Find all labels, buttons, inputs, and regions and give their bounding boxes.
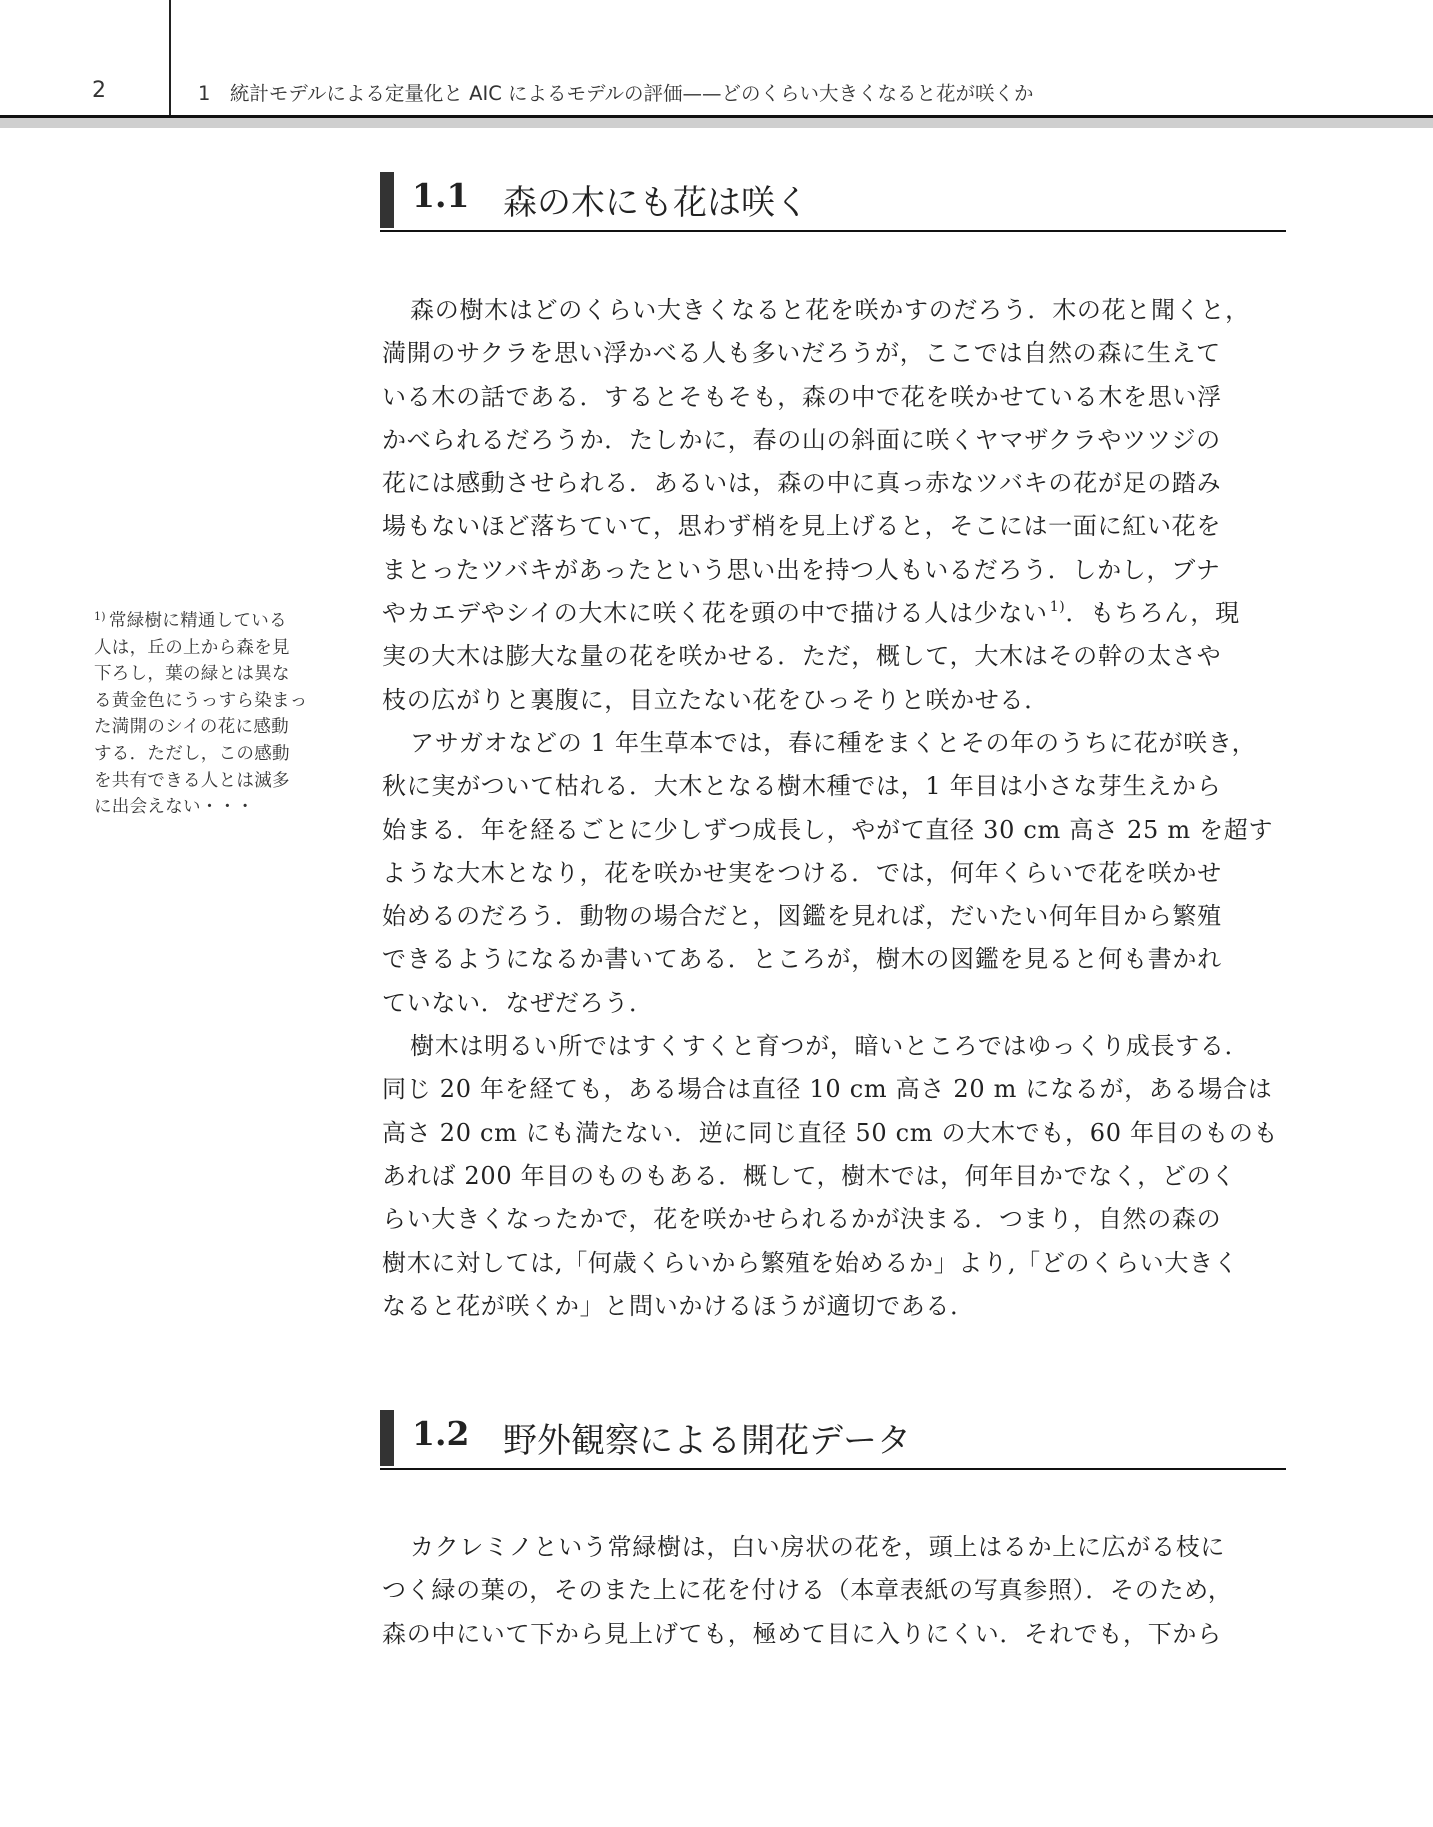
footnote-line: る黄金色にうっすら染まっ bbox=[94, 690, 308, 711]
footnote-line bbox=[94, 608, 339, 635]
section-marker-bar bbox=[380, 1410, 394, 1466]
text-line: 秋に実がついて枯れる．大木となる樹木種では，1 年目は小さな芽生えから bbox=[382, 772, 1222, 801]
text-segment: やカエデやシイの大木に咲く花を頭の中で描ける人は少ない bbox=[382, 599, 1048, 628]
text-line: 高さ 20 cm にも満たない．逆に同じ直径 50 cm の大木でも，60 年目のものも bbox=[382, 1118, 1279, 1147]
text-line: 森の中にいて下から見上げても，極めて目に入りにくい．それでも，下から bbox=[382, 1619, 1222, 1648]
footnote-reference[interactable]: 1) bbox=[1049, 599, 1066, 616]
section-number: 1.1 bbox=[412, 176, 470, 215]
text-line: らい大きくなったかで，花を咲かせられるかが決まる．つまり，自然の森の bbox=[382, 1205, 1222, 1234]
footnote-sidenote bbox=[94, 608, 339, 821]
footnote-marker: 1) bbox=[94, 610, 106, 623]
text-line: ていない．なぜだろう． bbox=[382, 988, 654, 1017]
text-line: 場もないほど落ちていて，思わず梢を見上げると，そこには一面に紅い花を bbox=[382, 512, 1222, 541]
text-line: まとったツバキがあったという思い出を持つ人もいるだろう．しかし，ブナ bbox=[382, 555, 1221, 584]
text-line: 実の大木は膨大な量の花を咲かせる．ただ，概して，大木はその幹の太さや bbox=[382, 642, 1222, 671]
text-line-with-footnote bbox=[382, 592, 1287, 635]
running-title: 1 統計モデルによる定量化と AIC によるモデルの評価——どのくらい大きくなると花が咲くか bbox=[198, 82, 1034, 105]
section-title: 森の木にも花は咲く bbox=[503, 183, 809, 223]
section-1-1-body bbox=[382, 289, 1287, 1328]
footnote-line: を共有できる人とは滅多 bbox=[94, 770, 290, 791]
text-line: なると花が咲くか」と問いかけるほうが適切である． bbox=[382, 1291, 975, 1320]
section-heading-1-2 bbox=[380, 1410, 1286, 1470]
footnote-text: 常緑樹に精通している bbox=[108, 611, 287, 631]
text-line: いる木の話である．するとそもそも，森の中で花を咲かせている木を思い浮 bbox=[382, 382, 1222, 411]
page-number: 2 bbox=[92, 78, 106, 103]
text-line: 満開のサクラを思い浮かべる人も多いだろうが，ここでは自然の森に生えて bbox=[382, 339, 1221, 368]
text-line: 森の樹木はどのくらい大きくなると花を咲かすのだろう．木の花と聞くと， bbox=[410, 296, 1250, 324]
footnote-line: 人は，丘の上から森を見 bbox=[94, 637, 290, 658]
text-line: 始めるのだろう．動物の場合だと，図鑑を見れば，だいたい何年目から繁殖 bbox=[382, 902, 1222, 931]
text-line: あれば 200 年目のものもある．概して，樹木では，何年目かでなく，どのく bbox=[382, 1161, 1237, 1190]
text-segment: ．もちろん，現 bbox=[1065, 599, 1240, 628]
header-divider-vertical bbox=[169, 0, 171, 117]
text-line: 始まる．年を経るごとに少しずつ成長し，やがて直径 30 cm 高さ 25 m を超す bbox=[382, 815, 1274, 844]
section-title: 野外観察による開花データ bbox=[503, 1421, 911, 1461]
text-line: かべられるだろうか．たしかに，春の山の斜面に咲くヤマザクラやツツジの bbox=[382, 425, 1221, 454]
section-number: 1.2 bbox=[412, 1414, 470, 1453]
text-line: 花には感動させられる．あるいは，森の中に真っ赤なツバキの花が足の踏み bbox=[382, 469, 1222, 498]
text-line: 枝の広がりと裏腹に，目立たない花をひっそりと咲かせる． bbox=[382, 685, 1049, 714]
text-line: 樹木に対しては,「何歳くらいから繁殖を始めるか」より,「どのくらい大きく bbox=[382, 1248, 1239, 1277]
section-1-2-body bbox=[382, 1526, 1287, 1656]
text-line: できるようになるか書いてある．ところが，樹木の図鑑を見ると何も書かれ bbox=[382, 945, 1222, 974]
text-line: 樹木は明るい所ではすくすくと育つが，暗いところではゆっくり成長する． bbox=[410, 1032, 1250, 1061]
footnote-line: に出会えない・・・ bbox=[94, 797, 255, 818]
text-line: つく緑の葉の，そのまた上に花を付ける（本章表紙の写真参照）．そのため， bbox=[382, 1576, 1233, 1605]
text-line: ような大木となり，花を咲かせ実をつける．では，何年くらいで花を咲かせ bbox=[382, 858, 1222, 887]
section-heading-1-1 bbox=[380, 172, 1286, 232]
text-line: 同じ 20 年を経ても，ある場合は直径 10 cm 高さ 20 m になるが，ある場合は bbox=[382, 1075, 1273, 1104]
running-header bbox=[0, 0, 1433, 128]
footnote-line: する．ただし，この感動 bbox=[94, 743, 290, 764]
section-marker-bar bbox=[380, 172, 394, 228]
text-line: アサガオなどの 1 年生草本では，春に種をまくとその年のうちに花が咲き， bbox=[410, 728, 1257, 757]
footnote-line: 下ろし，葉の緑とは異な bbox=[94, 664, 290, 685]
footnote-line: た満開のシイの花に感動 bbox=[94, 717, 289, 738]
header-shade-band bbox=[0, 118, 1433, 128]
text-line: カクレミノという常緑樹は，白い房状の花を，頭上はるか上に広がる枝に bbox=[410, 1533, 1226, 1561]
